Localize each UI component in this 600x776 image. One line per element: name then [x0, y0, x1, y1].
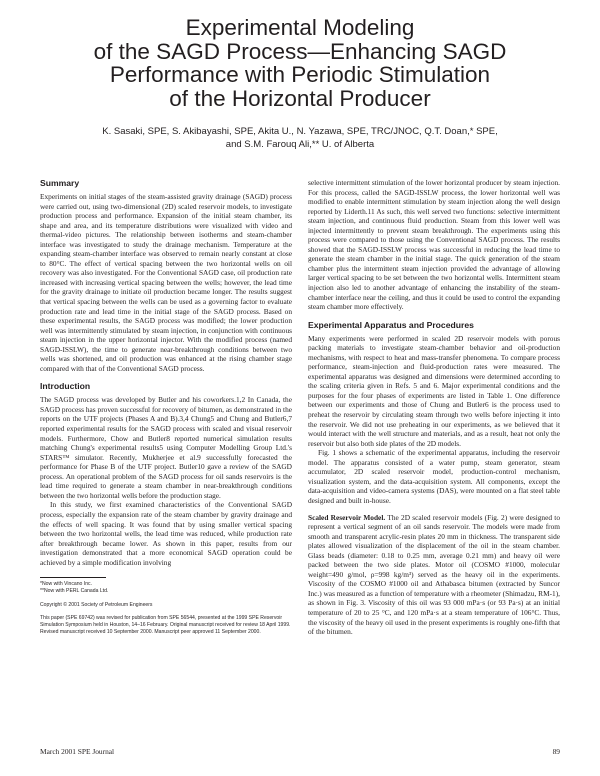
paper-history-note: This paper (SPE 69742) was revised for publication from SPE 56544, presented at the 1999 SPE Reservoir Simulation Symposium held in Houston, 14–16 February. Original manuscript received for review 18 April 1999. Revised manuscript received 10 September 2000. Manuscript peer approved 11 September 2000.	[40, 614, 291, 636]
body-paragraph: selective intermittent stimulation of the lower horizontal producer by steam injection. For this process, called the SAGD-ISSLW process, the lower horizontal well was modified to enable intermittent stimulation by steam injection along the well design reported by Liderth.11 As such, this well served two functions: selective intermittent steam injection, and continuous fluid production. Steam from this lower well was injected intermittently to prevent steam breakthrough. The experiments using this process were compared to those using the Conventional SAGD process. The results showed that the SAGD-ISSLW process was successful in reducing the lead time to generate the steam chamber in the initial stage. The quick generation of the steam chamber plus the intermittent steam injection provided the advantage of allowing larger vertical spacing to be set between the two horizontal wells. Intermittent steam injection also led to another advantage of enhancing the instability of the steam-chamber interface near the ceiling, and thus it could be used to control the expanding steam chamber more effectively.	[308, 178, 560, 312]
title-line: Experimental Modeling	[185, 15, 415, 40]
summary-text: Experiments on initial stages of the steam-assisted gravity drainage (SAGD) process were carried out, using two-dimensional (2D) scaled reservoir models, to investigate production process and performance. Expansion of the initial steam chamber, its shape and area, and its temperature distributions were visualized with video and thermal-video pictures. The relationship between isotherms and steam-chamber interface was investigated to study the drainage mechanism. Temperature at the expanding steam-chamber interface was observed to remain nearly constant at close to 80°C. The effect of vertical spacing between the two horizontal wells on oil recovery was also investigated. For the Conventional SAGD case, oil production rate increased with increasing vertical spacing between the wells; however, the lead time for the gravity drainage to initiate oil production became longer. The results suggest that vertical spacing between the wells can be used as a governing factor to evaluate production rate and lead time in the initial stage of the SAGD process. Based on these experimental results, the SAGD process was modified; the lower production well was intermittently stimulated by steam injection, in conjunction with continuous steam injection in the upper horizontal injector. With the modified process (named SAGD-ISSLW), the time to generate near-breakthrough conditions between two wells was shortened, and oil production was enhanced at the rising chamber stage compared with that of the Conventional SAGD process.	[40, 192, 292, 373]
title-line: of the SAGD Process—Enhancing SAGD	[93, 38, 507, 64]
journal-footer: March 2001 SPE Journal	[40, 747, 115, 756]
author-list	[40, 125, 560, 151]
left-column	[40, 178, 292, 636]
body-paragraph: The 2D scaled reservoir models (Fig. 2) were designed to represent a vertical segment of an oil sands reservoir. The models were made from smooth and transparent acrylic-resin plates 20 mm in thickness. The transparent side plates allowed visualization of the displacement of the oil in the steam chamber. Glass beads (diameter: 0.18 to 0.25 mm, average 0.21 mm) and heavy oil were packed between the two side plates. Motor oil (COSMO #1000, molecular weight=490 g/mol, ρ=998 kg/m³) served as the heavy oil in the experiments. Viscosity of the COSMO #1000 oil and Athabasca bitumen (extracted by Suncor Inc.) was measured as a function of temperature with a rheometer (Shimadzu, RM-1), as shown in Fig. 3. Viscosity of this oil was 93 000 mPa·s (or 93 Pa·s) at an initial temperature of 20 to 25 °C, and 120 mPa·s at a steam temperature of 106°C. Thus, the viscosity of the heavy oil used in the present experiments is roughly one-fifth that of the bitumen.	[308, 512, 560, 637]
author-line: and S.M. Farouq Ali,** U. of Alberta	[225, 139, 375, 150]
title-line: Performance with Periodic Stimulation	[109, 62, 491, 87]
footnote: *Now with Vincano Inc.	[40, 581, 93, 588]
apparatus-heading: Experimental Apparatus and Procedures	[308, 319, 474, 330]
scaled-model-subheading: Scaled Reservoir Model.	[308, 512, 386, 522]
summary-heading: Summary	[40, 178, 80, 188]
body-paragraph: Many experiments were performed in scaled 2D reservoir models with porous packing materials to investigate steam-chamber behavior and oil-production mechanisms, with respect to heat and mass-transfer phenomena. To compare process performance, steam-injection and fluid-production rates were measured. The experimental apparatus was designed and dimensions were determined according to the scaling criteria given in Refs. 5 and 6. Major experimental conditions and the purposes for the four phases of experiments are listed in Table 1. One difference between our experiments and those of Chung and Butler6 is the process used to preheat the reservoir by circulating steam through two wells before injecting it into the reservoir. We did not use preheating in our experiments, as we believed that it would interact with the well structure and materials, and as a result, heat not only the reservoir but also both side plates of the 2D models.	[308, 333, 560, 448]
page-number: 89	[552, 747, 560, 756]
author-line: K. Sasaki, SPE, S. Akibayashi, SPE, Akita U., N. Yazawa, SPE, TRC/JNOC, Q.T. Doan,* SPE,	[102, 126, 498, 137]
introduction-heading: Introduction	[40, 381, 91, 392]
right-column	[308, 178, 560, 637]
copyright-notice: Copyright © 2001 Society of Petroleum Engineers	[40, 601, 153, 608]
body-paragraph: Fig. 1 shows a schematic of the experimental apparatus, including the reservoir model. The apparatus consisted of a water pump, steam generator, steam accumulator, 2D scaled reservoir model, production-control mechanism, visualization system, and the data-acquisition system. All components, except the data-acquisition and video-camera systems (DAS), were mounted on a flat steel table designed and built in-house.	[308, 448, 560, 505]
footnote: **Now with PERL Canada Ltd.	[40, 588, 109, 595]
paper-title	[40, 16, 560, 110]
introduction-paragraph: The SAGD process was developed by Butler and his coworkers.1,2 In Canada, the SAGD process has proven successful for recovery of bitumen, as demonstrated in the reports on the UTF projects (Phases A and B).3,4 Chung5 and Chung and Butler6,7 reported experimental results for the SAGD process with scaled and visual reservoir models. Furthermore, Chow and Butler8 reported numerical simulation results matching Chung's experimental results5 using Computer Modelling Group Ltd.'s STARS™ simulator. Recently, Mukherjee et al.9 successfully forecasted the performance for Phase B of the UTF project. Butler10 gave a review of the SAGD process. An operational problem of the SAGD process for oil sands reservoirs is the lead time required to generate a steam chamber in near-breakthrough conditions between the two horizontal wells before the production stage.	[40, 395, 292, 500]
footnote-rule	[40, 577, 106, 578]
title-line: of the Horizontal Producer	[169, 85, 431, 111]
introduction-paragraph: In this study, we first examined characteristics of the Conventional SAGD process, especially the expansion rate of the steam chamber by gravity drainage and the effects of well spacing. It was found that by using smaller vertical spacing between the two horizontal wells, the lead time was reduced, while production rate after breakthrough became lower. As shown in this paper, results from our investigation demonstrated that a more economical SAGD operation could be achieved by a simple modification involving	[40, 500, 292, 567]
